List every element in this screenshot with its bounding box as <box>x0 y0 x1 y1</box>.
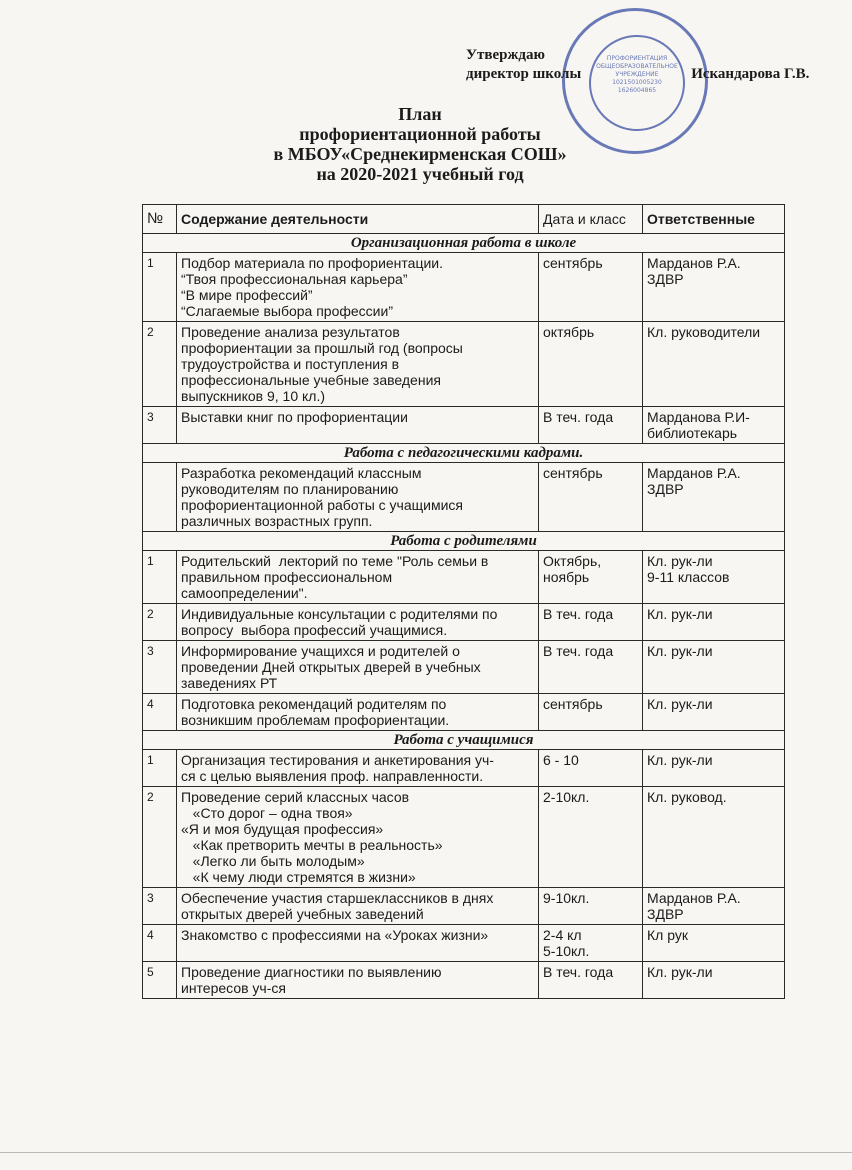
row-date <box>539 253 643 322</box>
row-content-line: Проведение серий классных часов <box>181 789 410 805</box>
row-content-line: Подготовка рекомендаций родителям по <box>181 696 447 712</box>
section-row <box>143 234 785 253</box>
row-content-line: профессиональные учебные заведения <box>181 372 441 388</box>
row-content-line: трудоустройства и поступления в <box>181 356 400 372</box>
row-date-line: ноябрь <box>543 569 590 585</box>
row-responsible-line: библиотекарь <box>647 425 738 441</box>
table-row <box>143 641 785 694</box>
row-content-line: профориентационной работы с учащимися <box>181 497 463 513</box>
row-responsible-line: Марданова Р.И- <box>647 409 750 425</box>
row-number: 1 <box>143 253 177 322</box>
row-content <box>177 322 539 407</box>
row-responsible-line: ЗДВР <box>647 906 684 922</box>
row-responsible <box>643 407 785 444</box>
row-responsible-line: Кл. рук-ли <box>647 643 713 659</box>
row-content-line: Знакомство с профессиями на «Уроках жизни» <box>181 927 489 943</box>
table-row <box>143 925 785 962</box>
row-number: 4 <box>143 925 177 962</box>
row-content-line: Информирование учащихся и родителей о <box>181 643 460 659</box>
row-responsible <box>643 962 785 999</box>
row-content-line: Разработка рекомендаций классным <box>181 465 422 481</box>
row-date <box>539 962 643 999</box>
row-content <box>177 750 539 787</box>
row-content-line: ся с целью выявления проф. направленности. <box>181 768 484 784</box>
row-content <box>177 962 539 999</box>
row-date <box>539 463 643 532</box>
row-date-line: 2-10кл. <box>543 789 590 805</box>
row-responsible-line: Кл. рук-ли <box>647 606 713 622</box>
row-content-line: «Как претворить мечты в реальность» <box>181 837 443 853</box>
row-responsible <box>643 253 785 322</box>
row-responsible <box>643 551 785 604</box>
row-date <box>539 322 643 407</box>
row-responsible-line: Марданов Р.А. <box>647 255 741 271</box>
row-content-line: Проведение диагностики по выявлению <box>181 964 442 980</box>
section-row <box>143 444 785 463</box>
row-number: 5 <box>143 962 177 999</box>
row-content <box>177 925 539 962</box>
row-content-line: проведении Дней открытых дверей в учебных <box>181 659 481 675</box>
row-date <box>539 407 643 444</box>
row-content-line: «К чему люди стремятся в жизни» <box>181 869 416 885</box>
row-date-line: 5-10кл. <box>543 943 590 959</box>
table-row <box>143 551 785 604</box>
row-date-line: В теч. года <box>543 964 614 980</box>
row-content-line: вопросу выбора профессий учащимися. <box>181 622 448 638</box>
approval-block <box>466 46 809 84</box>
section-row <box>143 532 785 551</box>
row-content <box>177 888 539 925</box>
section-title: Организационная работа в школе <box>143 234 785 253</box>
row-responsible-line: ЗДВР <box>647 481 684 497</box>
row-number: 3 <box>143 641 177 694</box>
row-content-line: выпускников 9, 10 кл.) <box>181 388 326 404</box>
row-date <box>539 604 643 641</box>
row-content-line: «Сто дорог – одна твоя» <box>181 805 353 821</box>
row-responsible-line: Марданов Р.А. <box>647 890 741 906</box>
row-content-line: “Слагаемые выбора профессии” <box>181 303 393 319</box>
row-responsible-line: Кл. рук-ли <box>647 553 713 569</box>
table-row <box>143 463 785 532</box>
row-responsible-line: Марданов Р.А. <box>647 465 741 481</box>
row-responsible <box>643 604 785 641</box>
row-content-line: “В мире профессий” <box>181 287 313 303</box>
row-date-line: 9-10кл. <box>543 890 590 906</box>
approval-word: Утверждаю <box>466 47 545 63</box>
row-content-line: «Легко ли быть молодым» <box>181 853 365 869</box>
row-date <box>539 641 643 694</box>
row-number <box>143 463 177 532</box>
table-header-row <box>143 205 785 234</box>
row-responsible-line: Кл. рук-ли <box>647 964 713 980</box>
title-line-4: на 2020-2021 учебный год <box>316 164 524 184</box>
table-row <box>143 253 785 322</box>
row-responsible <box>643 322 785 407</box>
row-date <box>539 888 643 925</box>
row-responsible <box>643 463 785 532</box>
table-row <box>143 962 785 999</box>
table-row <box>143 888 785 925</box>
row-content-line: заведениях РТ <box>181 675 278 691</box>
approval-director-name: Искандарова Г.В. <box>691 66 810 82</box>
plan-table-wrapper <box>142 204 784 999</box>
row-content <box>177 463 539 532</box>
row-number: 1 <box>143 750 177 787</box>
row-content <box>177 694 539 731</box>
table-row <box>143 322 785 407</box>
row-content-line: Обеспечение участия старшеклассников в днях <box>181 890 494 906</box>
title-line-3: в МБОУ«Среднекирменская СОШ» <box>273 144 567 164</box>
row-date-line: 2-4 кл <box>543 927 582 943</box>
row-content-line: «Я и моя будущая профессия» <box>181 821 384 837</box>
row-responsible-line: 9-11 классов <box>647 569 730 585</box>
section-title: Работа с учащимися <box>143 731 785 750</box>
plan-table <box>142 204 785 999</box>
section-row <box>143 731 785 750</box>
row-responsible <box>643 750 785 787</box>
row-content-line: Индивидуальные консультации с родителями по <box>181 606 498 622</box>
row-responsible <box>643 787 785 888</box>
table-row <box>143 750 785 787</box>
row-responsible-line: Кл. руковод. <box>647 789 727 805</box>
header-responsible: Ответственные <box>643 205 785 234</box>
document-title <box>230 104 610 184</box>
row-date <box>539 750 643 787</box>
row-date-line: сентябрь <box>543 255 603 271</box>
row-number: 1 <box>143 551 177 604</box>
row-content-line: правильном профессиональном <box>181 569 393 585</box>
row-content <box>177 407 539 444</box>
row-content-line: “Твоя профессиональная карьера” <box>181 271 408 287</box>
row-responsible-line: ЗДВР <box>647 271 684 287</box>
row-responsible <box>643 888 785 925</box>
row-date-line: В теч. года <box>543 643 614 659</box>
row-content-line: Подбор материала по профориентации. <box>181 255 444 271</box>
section-title: Работа с родителями <box>143 532 785 551</box>
row-number: 2 <box>143 604 177 641</box>
row-content-line: возникшим проблемам профориентации. <box>181 712 450 728</box>
row-number: 4 <box>143 694 177 731</box>
table-row <box>143 407 785 444</box>
header-number: № <box>143 205 177 234</box>
row-content-line: интересов уч-ся <box>181 980 286 996</box>
title-line-1: План <box>398 104 442 124</box>
seal-text: ПРОФОРИЕНТАЦИЯ ОБЩЕОБРАЗОВАТЕЛЬНОЕ УЧРЕЖДЕНИЕ 1021501005230 1626004865 <box>596 55 678 94</box>
row-content <box>177 551 539 604</box>
row-content-line: Родительский лекторий по теме "Роль семьи в <box>181 553 489 569</box>
title-line-2: профориентационной работы <box>299 124 541 144</box>
approval-position: директор школы <box>466 66 582 82</box>
row-number: 2 <box>143 787 177 888</box>
row-content <box>177 604 539 641</box>
row-date-line: 6 - 10 <box>543 752 579 768</box>
row-content-line: Проведение анализа результатов <box>181 324 400 340</box>
row-date-line: сентябрь <box>543 465 603 481</box>
row-date <box>539 551 643 604</box>
table-row <box>143 787 785 888</box>
row-content <box>177 787 539 888</box>
table-body <box>143 234 785 999</box>
row-content-line: Выставки книг по профориентации <box>181 409 408 425</box>
row-content <box>177 253 539 322</box>
row-number: 3 <box>143 888 177 925</box>
row-content-line: открытых дверей учебных заведений <box>181 906 424 922</box>
row-number: 3 <box>143 407 177 444</box>
row-responsible-line: Кл. рук-ли <box>647 752 713 768</box>
row-content-line: Организация тестирования и анкетирования уч- <box>181 752 494 768</box>
row-content-line: самоопределении". <box>181 585 308 601</box>
scan-mark <box>0 1152 852 1153</box>
header-content: Содержание деятельности <box>177 205 539 234</box>
row-date-line: октябрь <box>543 324 595 340</box>
row-content <box>177 641 539 694</box>
row-responsible <box>643 694 785 731</box>
header-date: Дата и класс <box>539 205 643 234</box>
row-content-line: различных возрастных групп. <box>181 513 373 529</box>
row-responsible-line: Кл рук <box>647 927 688 943</box>
table-row <box>143 604 785 641</box>
row-date <box>539 694 643 731</box>
row-date <box>539 787 643 888</box>
row-date-line: сентябрь <box>543 696 603 712</box>
row-date-line: В теч. года <box>543 606 614 622</box>
section-title: Работа с педагогическими кадрами. <box>143 444 785 463</box>
row-number: 2 <box>143 322 177 407</box>
row-date <box>539 925 643 962</box>
row-content-line: руководителям по планированию <box>181 481 399 497</box>
row-responsible-line: Кл. руководители <box>647 324 761 340</box>
row-date-line: Октябрь, <box>543 553 602 569</box>
row-date-line: В теч. года <box>543 409 614 425</box>
row-responsible-line: Кл. рук-ли <box>647 696 713 712</box>
table-row <box>143 694 785 731</box>
row-responsible <box>643 925 785 962</box>
row-responsible <box>643 641 785 694</box>
row-content-line: профориентации за прошлый год (вопросы <box>181 340 463 356</box>
